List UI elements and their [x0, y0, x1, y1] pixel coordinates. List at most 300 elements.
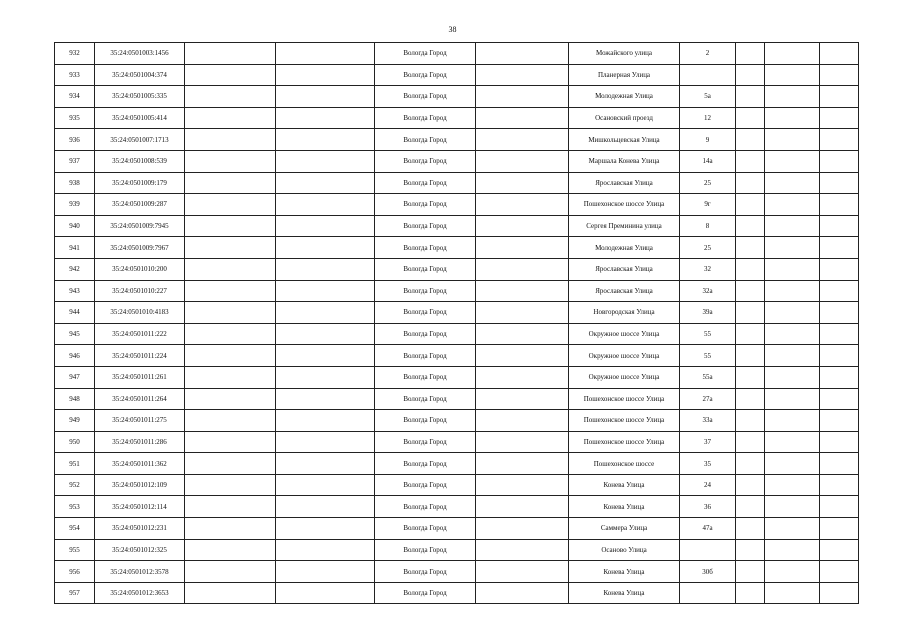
- empty-cell: [476, 453, 569, 475]
- empty-cell: [736, 280, 765, 302]
- table-row: [55, 496, 859, 518]
- cadastral-number-cell: 35:24:0501012:114: [95, 496, 185, 518]
- empty-cell: [736, 474, 765, 496]
- cadastral-number-cell: 35:24:0501012:3653: [95, 582, 185, 604]
- empty-cell: [820, 453, 859, 475]
- empty-cell: [820, 172, 859, 194]
- row-number-cell: 956: [55, 561, 95, 583]
- table-row: [55, 453, 859, 475]
- house-number-cell: 30б: [680, 561, 736, 583]
- empty-cell: [185, 345, 276, 367]
- empty-cell: [765, 561, 820, 583]
- cadastral-number-cell: 35:24:0501011:261: [95, 366, 185, 388]
- city-cell: Вологда Город: [375, 388, 476, 410]
- empty-cell: [276, 496, 375, 518]
- house-number-cell: 2: [680, 43, 736, 65]
- city-cell: Вологда Город: [375, 410, 476, 432]
- city-cell: Вологда Город: [375, 172, 476, 194]
- empty-cell: [185, 86, 276, 108]
- empty-cell: [736, 323, 765, 345]
- empty-cell: [185, 388, 276, 410]
- empty-cell: [476, 43, 569, 65]
- empty-cell: [820, 366, 859, 388]
- row-number-cell: 947: [55, 366, 95, 388]
- city-cell: Вологда Город: [375, 258, 476, 280]
- street-cell: Можайского улица: [569, 43, 680, 65]
- empty-cell: [765, 86, 820, 108]
- empty-cell: [276, 582, 375, 604]
- empty-cell: [765, 150, 820, 172]
- empty-cell: [820, 194, 859, 216]
- empty-cell: [185, 43, 276, 65]
- empty-cell: [736, 539, 765, 561]
- street-cell: Пошехонское шоссе Улица: [569, 431, 680, 453]
- empty-cell: [820, 64, 859, 86]
- street-cell: Пошехонское шоссе Улица: [569, 194, 680, 216]
- empty-cell: [820, 280, 859, 302]
- table-row: [55, 323, 859, 345]
- house-number-cell: 55: [680, 345, 736, 367]
- house-number-cell: 5а: [680, 86, 736, 108]
- street-cell: Окружное шоссе Улица: [569, 323, 680, 345]
- city-cell: Вологда Город: [375, 323, 476, 345]
- empty-cell: [736, 86, 765, 108]
- city-cell: Вологда Город: [375, 86, 476, 108]
- city-cell: Вологда Город: [375, 474, 476, 496]
- table-row: [55, 280, 859, 302]
- cadastral-number-cell: 35:24:0501011:222: [95, 323, 185, 345]
- empty-cell: [185, 539, 276, 561]
- empty-cell: [765, 453, 820, 475]
- empty-cell: [476, 561, 569, 583]
- empty-cell: [476, 582, 569, 604]
- empty-cell: [820, 388, 859, 410]
- empty-cell: [476, 86, 569, 108]
- cadastral-number-cell: 35:24:0501011:224: [95, 345, 185, 367]
- house-number-cell: 9: [680, 129, 736, 151]
- house-number-cell: [680, 64, 736, 86]
- empty-cell: [185, 582, 276, 604]
- empty-cell: [276, 280, 375, 302]
- cadastral-number-cell: 35:24:0501009:179: [95, 172, 185, 194]
- empty-cell: [820, 323, 859, 345]
- street-cell: Конева Улица: [569, 474, 680, 496]
- city-cell: Вологда Город: [375, 64, 476, 86]
- empty-cell: [736, 43, 765, 65]
- empty-cell: [276, 172, 375, 194]
- street-cell: Новгородская Улица: [569, 302, 680, 324]
- empty-cell: [820, 561, 859, 583]
- row-number-cell: 948: [55, 388, 95, 410]
- empty-cell: [276, 410, 375, 432]
- empty-cell: [765, 43, 820, 65]
- street-cell: Осаново Улица: [569, 539, 680, 561]
- empty-cell: [765, 474, 820, 496]
- row-number-cell: 939: [55, 194, 95, 216]
- house-number-cell: 47а: [680, 518, 736, 540]
- row-number-cell: 957: [55, 582, 95, 604]
- empty-cell: [765, 323, 820, 345]
- city-cell: Вологда Город: [375, 150, 476, 172]
- empty-cell: [476, 215, 569, 237]
- cadastral-number-cell: 35:24:0501011:286: [95, 431, 185, 453]
- row-number-cell: 942: [55, 258, 95, 280]
- empty-cell: [820, 237, 859, 259]
- house-number-cell: 39а: [680, 302, 736, 324]
- empty-cell: [820, 518, 859, 540]
- empty-cell: [736, 172, 765, 194]
- street-cell: Окружное шоссе Улица: [569, 345, 680, 367]
- empty-cell: [765, 539, 820, 561]
- empty-cell: [736, 366, 765, 388]
- empty-cell: [185, 431, 276, 453]
- empty-cell: [736, 302, 765, 324]
- page-number: 38: [448, 25, 457, 34]
- table-row: [55, 345, 859, 367]
- table-row: [55, 215, 859, 237]
- street-cell: Конева Улица: [569, 561, 680, 583]
- row-number-cell: 934: [55, 86, 95, 108]
- house-number-cell: 37: [680, 431, 736, 453]
- street-cell: Окружное шоссе Улица: [569, 366, 680, 388]
- empty-cell: [185, 129, 276, 151]
- table-row: [55, 237, 859, 259]
- empty-cell: [765, 496, 820, 518]
- table-row: [55, 582, 859, 604]
- empty-cell: [276, 258, 375, 280]
- empty-cell: [765, 194, 820, 216]
- empty-cell: [476, 431, 569, 453]
- empty-cell: [820, 302, 859, 324]
- empty-cell: [765, 172, 820, 194]
- table-row: [55, 150, 859, 172]
- empty-cell: [276, 86, 375, 108]
- cadastral-number-cell: 35:24:0501007:1713: [95, 129, 185, 151]
- house-number-cell: 27а: [680, 388, 736, 410]
- empty-cell: [476, 194, 569, 216]
- empty-cell: [185, 172, 276, 194]
- registry-table: [54, 42, 859, 604]
- house-number-cell: 25: [680, 237, 736, 259]
- table-row: [55, 561, 859, 583]
- city-cell: Вологда Город: [375, 107, 476, 129]
- empty-cell: [276, 107, 375, 129]
- empty-cell: [276, 388, 375, 410]
- empty-cell: [276, 215, 375, 237]
- empty-cell: [476, 410, 569, 432]
- street-cell: Ярославская Улица: [569, 280, 680, 302]
- street-cell: Сергея Преминина улица: [569, 215, 680, 237]
- empty-cell: [185, 323, 276, 345]
- table-row: [55, 172, 859, 194]
- city-cell: Вологда Город: [375, 539, 476, 561]
- row-number-cell: 952: [55, 474, 95, 496]
- empty-cell: [820, 539, 859, 561]
- empty-cell: [276, 561, 375, 583]
- row-number-cell: 937: [55, 150, 95, 172]
- empty-cell: [185, 237, 276, 259]
- table-row: [55, 258, 859, 280]
- street-cell: Планерная Улица: [569, 64, 680, 86]
- house-number-cell: 8: [680, 215, 736, 237]
- house-number-cell: 12: [680, 107, 736, 129]
- row-number-cell: 945: [55, 323, 95, 345]
- table-body: [55, 43, 859, 604]
- empty-cell: [185, 258, 276, 280]
- empty-cell: [185, 107, 276, 129]
- empty-cell: [276, 539, 375, 561]
- street-cell: Конева Улица: [569, 582, 680, 604]
- cadastral-number-cell: 35:24:0501008:539: [95, 150, 185, 172]
- city-cell: Вологда Город: [375, 237, 476, 259]
- street-cell: Пошехонское шоссе Улица: [569, 388, 680, 410]
- row-number-cell: 955: [55, 539, 95, 561]
- empty-cell: [476, 474, 569, 496]
- empty-cell: [820, 86, 859, 108]
- cadastral-number-cell: 35:24:0501010:227: [95, 280, 185, 302]
- empty-cell: [736, 150, 765, 172]
- empty-cell: [765, 302, 820, 324]
- row-number-cell: 951: [55, 453, 95, 475]
- table-row: [55, 129, 859, 151]
- street-cell: Пошехонское шоссе: [569, 453, 680, 475]
- empty-cell: [276, 474, 375, 496]
- empty-cell: [476, 388, 569, 410]
- empty-cell: [765, 215, 820, 237]
- empty-cell: [765, 518, 820, 540]
- empty-cell: [185, 496, 276, 518]
- empty-cell: [765, 388, 820, 410]
- empty-cell: [820, 258, 859, 280]
- city-cell: Вологда Город: [375, 302, 476, 324]
- house-number-cell: [680, 582, 736, 604]
- empty-cell: [765, 237, 820, 259]
- empty-cell: [276, 453, 375, 475]
- house-number-cell: [680, 539, 736, 561]
- house-number-cell: 55а: [680, 366, 736, 388]
- table-row: [55, 366, 859, 388]
- empty-cell: [476, 539, 569, 561]
- house-number-cell: 9г: [680, 194, 736, 216]
- table-row: [55, 410, 859, 432]
- street-cell: Осановский проезд: [569, 107, 680, 129]
- empty-cell: [736, 453, 765, 475]
- cadastral-number-cell: 35:24:0501005:414: [95, 107, 185, 129]
- city-cell: Вологда Город: [375, 194, 476, 216]
- empty-cell: [820, 129, 859, 151]
- house-number-cell: 32: [680, 258, 736, 280]
- empty-cell: [736, 496, 765, 518]
- table-row: [55, 474, 859, 496]
- cadastral-number-cell: 35:24:0501012:3578: [95, 561, 185, 583]
- table-row: [55, 64, 859, 86]
- empty-cell: [185, 561, 276, 583]
- empty-cell: [736, 237, 765, 259]
- cadastral-number-cell: 35:24:0501010:200: [95, 258, 185, 280]
- empty-cell: [476, 302, 569, 324]
- city-cell: Вологда Город: [375, 582, 476, 604]
- empty-cell: [276, 237, 375, 259]
- cadastral-number-cell: 35:24:0501009:7945: [95, 215, 185, 237]
- empty-cell: [476, 258, 569, 280]
- empty-cell: [276, 194, 375, 216]
- empty-cell: [820, 215, 859, 237]
- street-cell: Маршала Конева Улица: [569, 150, 680, 172]
- empty-cell: [276, 431, 375, 453]
- street-cell: Саммера Улица: [569, 518, 680, 540]
- empty-cell: [820, 474, 859, 496]
- empty-cell: [276, 150, 375, 172]
- empty-cell: [185, 194, 276, 216]
- cadastral-number-cell: 35:24:0501011:362: [95, 453, 185, 475]
- house-number-cell: 24: [680, 474, 736, 496]
- city-cell: Вологда Город: [375, 518, 476, 540]
- street-cell: Молодежная Улица: [569, 237, 680, 259]
- row-number-cell: 941: [55, 237, 95, 259]
- empty-cell: [736, 107, 765, 129]
- cadastral-number-cell: 35:24:0501012:109: [95, 474, 185, 496]
- cadastral-number-cell: 35:24:0501011:264: [95, 388, 185, 410]
- empty-cell: [736, 345, 765, 367]
- table-row: [55, 107, 859, 129]
- city-cell: Вологда Город: [375, 496, 476, 518]
- house-number-cell: 55: [680, 323, 736, 345]
- empty-cell: [476, 129, 569, 151]
- empty-cell: [185, 280, 276, 302]
- empty-cell: [765, 280, 820, 302]
- city-cell: Вологда Город: [375, 345, 476, 367]
- row-number-cell: 944: [55, 302, 95, 324]
- cadastral-number-cell: 35:24:0501009:287: [95, 194, 185, 216]
- cadastral-number-cell: 35:24:0501003:1456: [95, 43, 185, 65]
- empty-cell: [736, 431, 765, 453]
- empty-cell: [820, 582, 859, 604]
- empty-cell: [476, 107, 569, 129]
- row-number-cell: 936: [55, 129, 95, 151]
- empty-cell: [476, 518, 569, 540]
- empty-cell: [736, 410, 765, 432]
- empty-cell: [476, 172, 569, 194]
- empty-cell: [736, 215, 765, 237]
- house-number-cell: 32а: [680, 280, 736, 302]
- row-number-cell: 953: [55, 496, 95, 518]
- empty-cell: [765, 258, 820, 280]
- street-cell: Пошехонское шоссе Улица: [569, 410, 680, 432]
- table-row: [55, 431, 859, 453]
- empty-cell: [276, 345, 375, 367]
- empty-cell: [820, 496, 859, 518]
- city-cell: Вологда Город: [375, 280, 476, 302]
- empty-cell: [476, 323, 569, 345]
- table-row: [55, 43, 859, 65]
- empty-cell: [185, 302, 276, 324]
- empty-cell: [185, 518, 276, 540]
- empty-cell: [736, 64, 765, 86]
- empty-cell: [276, 43, 375, 65]
- row-number-cell: 932: [55, 43, 95, 65]
- empty-cell: [765, 431, 820, 453]
- empty-cell: [476, 280, 569, 302]
- empty-cell: [820, 107, 859, 129]
- house-number-cell: 25: [680, 172, 736, 194]
- empty-cell: [185, 366, 276, 388]
- empty-cell: [765, 64, 820, 86]
- row-number-cell: 938: [55, 172, 95, 194]
- row-number-cell: 949: [55, 410, 95, 432]
- row-number-cell: 935: [55, 107, 95, 129]
- cadastral-number-cell: 35:24:0501011:275: [95, 410, 185, 432]
- city-cell: Вологда Город: [375, 431, 476, 453]
- empty-cell: [820, 410, 859, 432]
- city-cell: Вологда Город: [375, 453, 476, 475]
- empty-cell: [276, 323, 375, 345]
- empty-cell: [476, 64, 569, 86]
- table-row: [55, 86, 859, 108]
- empty-cell: [736, 388, 765, 410]
- cadastral-number-cell: 35:24:0501004:374: [95, 64, 185, 86]
- street-cell: Мишкольцевская Улица: [569, 129, 680, 151]
- empty-cell: [276, 518, 375, 540]
- empty-cell: [765, 345, 820, 367]
- cadastral-number-cell: 35:24:0501005:335: [95, 86, 185, 108]
- row-number-cell: 940: [55, 215, 95, 237]
- table-row: [55, 388, 859, 410]
- empty-cell: [276, 366, 375, 388]
- table-row: [55, 302, 859, 324]
- empty-cell: [736, 194, 765, 216]
- house-number-cell: 36: [680, 496, 736, 518]
- empty-cell: [736, 258, 765, 280]
- empty-cell: [736, 518, 765, 540]
- empty-cell: [185, 150, 276, 172]
- cadastral-number-cell: 35:24:0501012:231: [95, 518, 185, 540]
- empty-cell: [276, 302, 375, 324]
- empty-cell: [736, 582, 765, 604]
- empty-cell: [476, 366, 569, 388]
- empty-cell: [736, 129, 765, 151]
- empty-cell: [476, 345, 569, 367]
- empty-cell: [185, 474, 276, 496]
- row-number-cell: 950: [55, 431, 95, 453]
- city-cell: Вологда Город: [375, 366, 476, 388]
- table-row: [55, 518, 859, 540]
- table-row: [55, 194, 859, 216]
- empty-cell: [765, 410, 820, 432]
- house-number-cell: 14а: [680, 150, 736, 172]
- empty-cell: [476, 496, 569, 518]
- empty-cell: [765, 107, 820, 129]
- empty-cell: [185, 453, 276, 475]
- row-number-cell: 946: [55, 345, 95, 367]
- empty-cell: [765, 582, 820, 604]
- empty-cell: [185, 410, 276, 432]
- empty-cell: [276, 64, 375, 86]
- city-cell: Вологда Город: [375, 43, 476, 65]
- empty-cell: [185, 215, 276, 237]
- city-cell: Вологда Город: [375, 215, 476, 237]
- street-cell: Ярославская Улица: [569, 258, 680, 280]
- row-number-cell: 943: [55, 280, 95, 302]
- cadastral-number-cell: 35:24:0501010:4183: [95, 302, 185, 324]
- empty-cell: [476, 237, 569, 259]
- empty-cell: [820, 150, 859, 172]
- cadastral-number-cell: 35:24:0501012:325: [95, 539, 185, 561]
- row-number-cell: 933: [55, 64, 95, 86]
- cadastral-number-cell: 35:24:0501009:7967: [95, 237, 185, 259]
- empty-cell: [476, 150, 569, 172]
- empty-cell: [765, 129, 820, 151]
- city-cell: Вологда Город: [375, 129, 476, 151]
